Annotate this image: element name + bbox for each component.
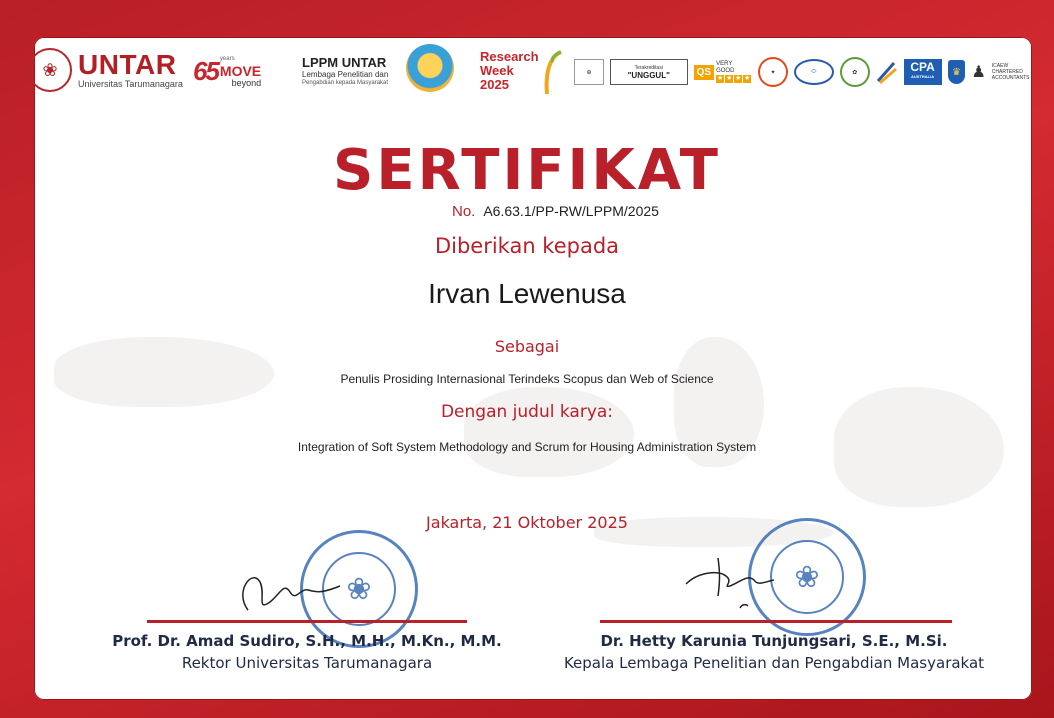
accreditation-seal-icon: ✦: [758, 57, 788, 87]
anniversary-move: MOVE: [219, 63, 262, 79]
number-value: A6.63.1/PP-RW/LPPM/2025: [483, 203, 659, 219]
logo-header: [0, 0, 1030, 120]
unggul-main-text: "UNGGUL": [627, 71, 670, 80]
untar-logo: [28, 48, 183, 92]
signer-title: Kepala Lembaga Penelitian dan Pengabdian Masyarakat: [563, 654, 985, 672]
recipient-name: Irvan Lewenusa: [428, 278, 626, 309]
signature-line: [600, 620, 952, 623]
lppm-head-signature: [678, 552, 798, 612]
icaew-line: ACCOUNTANTS: [991, 75, 1030, 81]
qs-rating-badge: [694, 60, 752, 84]
lppm-logo: [302, 56, 388, 88]
cpa-sub: AUSTRALIA: [911, 74, 935, 79]
untar-name: UNTAR: [78, 49, 177, 80]
recipient-role: Penulis Prosiding Internasional Terindeks Scopus dan Web of Science: [340, 372, 714, 386]
ieee-swoosh-icon: [876, 59, 898, 85]
certificate-number: [452, 203, 659, 220]
university-seal-icon: ❀: [28, 48, 72, 92]
cpa-label: CPA: [910, 60, 935, 74]
signer-name: Prof. Dr. Amad Sudiro, S.H., M.H., M.Kn., M.M.: [112, 632, 502, 650]
untar-subtitle: Universitas Tarumanagara: [78, 79, 183, 89]
rector-stamp-icon: ❀: [300, 530, 418, 648]
lppm-title: LPPM UNTAR: [302, 55, 387, 70]
number-label: No.: [452, 203, 476, 220]
star-icon: ★: [743, 75, 751, 82]
certificate-title: SERTIFIKAT: [333, 138, 721, 203]
crest-icon: ♛: [948, 60, 966, 84]
cpa-australia-logo: [904, 59, 942, 85]
lppm-stamp-icon: ❀: [748, 518, 866, 636]
lppm-subtitle-2: Pengabdian kepada Masyarakat: [302, 80, 389, 86]
star-icon: ★: [734, 75, 742, 82]
accreditation-seal-icon: ✿: [840, 57, 870, 87]
anniversary-beyond: beyond: [231, 78, 262, 88]
unggul-top-text: Terakreditasi: [634, 65, 663, 71]
anniversary-years: years: [219, 56, 235, 62]
research-week-line: 2025: [480, 77, 509, 92]
research-week-line: Week: [480, 63, 514, 78]
work-title: Integration of Soft System Methodology and Scrum for Housing Administration System: [297, 440, 757, 454]
icaew-logo: [992, 63, 1030, 81]
certificate-paper: [34, 37, 1032, 700]
work-title-label: Dengan judul karya:: [440, 402, 614, 422]
signature-line: [147, 620, 467, 623]
place-date: Jakarta, 21 Oktober 2025: [426, 513, 628, 532]
rector-signature: [230, 552, 350, 622]
qs-rating-text: VERY GOOD: [716, 61, 735, 74]
accreditation-oval-icon: ⬭: [794, 59, 834, 85]
icaew-line: CHARTERED: [991, 69, 1023, 75]
lppm-subtitle: Lembaga Penelitian dan: [302, 70, 389, 79]
signer-title: Rektor Universitas Tarumanagara: [181, 654, 433, 672]
sustainability-logo-icon: [406, 44, 454, 92]
anniversary-logo: [193, 54, 261, 88]
icaew-line: ICAEW: [991, 63, 1009, 69]
star-icon: ★: [716, 75, 724, 82]
research-week-line: Research: [480, 49, 539, 64]
qs-stars: [716, 75, 752, 83]
accreditation-strip: [574, 57, 1029, 87]
qs-mark: QS: [694, 65, 714, 80]
anniversary-number: 65: [193, 55, 218, 86]
ban-pt-icon: ⊕: [574, 59, 604, 85]
icaew-figure-icon: ♟: [971, 64, 986, 81]
star-icon: ★: [725, 75, 733, 82]
unggul-badge: [610, 59, 688, 85]
research-week-swoosh-icon: [541, 50, 563, 96]
signer-name: Dr. Hetty Karunia Tunjungsari, S.E., M.Si.: [600, 632, 948, 650]
map-background: [464, 387, 634, 477]
research-week-logo: [480, 50, 563, 96]
given-to-label: Diberikan kepada: [434, 234, 620, 258]
as-label: Sebagai: [494, 337, 560, 356]
